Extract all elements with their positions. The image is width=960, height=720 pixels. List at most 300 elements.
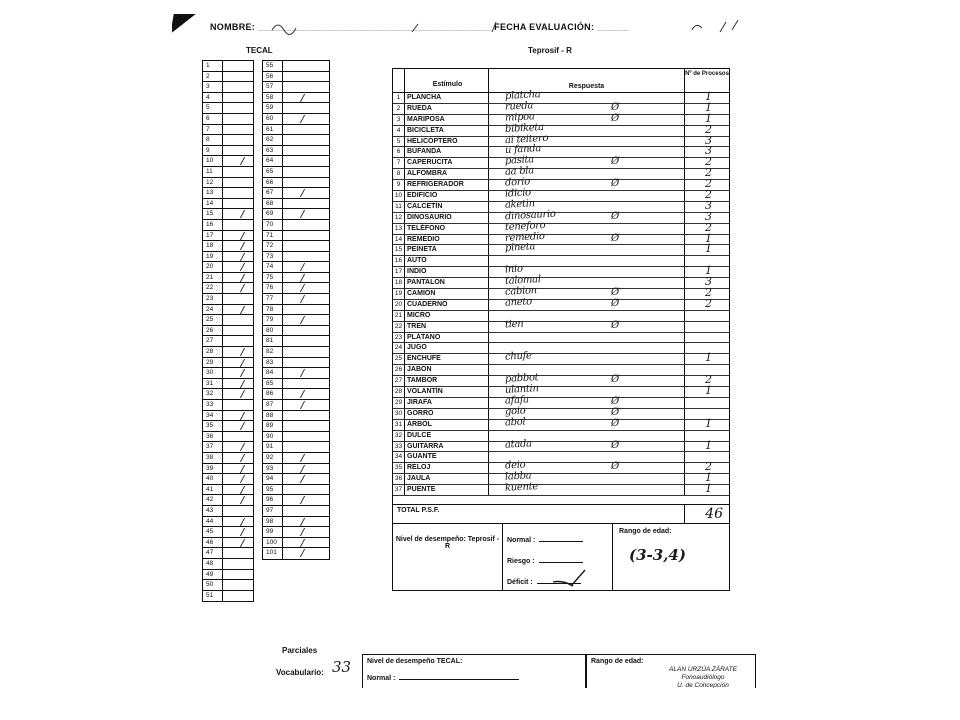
row-stimulus: JAULA [405,474,489,484]
tecal-mark-cell [283,538,329,548]
handwritten-response: ulantin [504,383,539,396]
tecal-item-number: 79 [263,315,283,325]
tecal-row [203,379,253,390]
tecal-item-number: 57 [263,82,283,92]
tecal-mark-cell [283,167,329,177]
teprosif-title: Teprosif - R [528,46,572,55]
tecal-mark-cell [223,464,253,474]
table-row [393,481,729,496]
table-row [393,132,729,148]
tecal-row [203,241,253,252]
row-response [489,350,685,364]
signature-block [648,666,758,688]
teprosif-table [392,68,730,591]
header-line: NOMBRE: ____________________________________________ FECHA EVALUACIÓN: ______ [210,22,629,32]
tecal-row [203,389,253,400]
deficit-check-mark [551,568,591,588]
tecal-item-number: 31 [203,379,223,389]
handwritten-response: aa bla [504,165,535,178]
row-processes [685,333,729,343]
tecal-mark-cell [283,358,329,368]
tecal-row [203,548,253,559]
tecal-item-number: 67 [263,188,283,198]
normal-label: Normal : [507,536,536,544]
tecal-mark-cell [283,156,329,166]
tecal-item-number: 61 [263,125,283,135]
tecal-item-number: 4 [203,93,223,103]
row-number: 15 [393,245,405,255]
table-row [393,241,729,256]
tecal-item-number: 7 [203,125,223,135]
tecal-item-number: 71 [263,231,283,241]
tecal-row [203,209,253,220]
rango-value: (3-3,4) [629,545,686,564]
tecal-row [203,527,253,538]
tecal-row [263,252,329,263]
row-stimulus: BICICLETA [405,126,489,136]
handwritten-process-count: 1 [705,242,712,256]
parciales-label: Parciales [282,646,318,655]
handwritten-process-count: 1 [705,351,712,365]
row-number: 3 [393,115,405,125]
table-row [393,121,729,137]
tecal-item-number: 92 [263,453,283,463]
check-mark-icon [233,443,245,451]
handwritten-process-count: 1 [705,111,712,125]
handwritten-mark: Ø [611,178,620,190]
check-mark-icon [233,496,245,504]
tecal-row [263,326,329,337]
scanned-form [172,0,760,688]
row-number: 21 [393,311,405,321]
tecal-mark-cell [223,315,253,325]
row-stimulus: JUGO [405,343,489,353]
row-number: 4 [393,126,405,136]
handwritten-mark: Ø [611,374,620,386]
tecal-item-number: 34 [203,411,223,421]
signature-title: Fonoaudiólogo [681,674,725,681]
handwritten-process-count: 1 [705,264,712,278]
total-value: 46 [705,505,723,522]
table-row [393,154,729,169]
tecal-mark-cell [223,82,253,92]
table-row [393,383,729,398]
row-number: 25 [393,354,405,364]
tecal-item-number: 46 [203,538,223,548]
row-number: 17 [393,267,405,277]
tecal-row [263,400,329,411]
tecal-mark-cell [283,93,329,103]
check-mark-icon [293,465,305,473]
tecal-item-number: 66 [263,178,283,188]
tecal-mark-cell [283,517,329,527]
tecal-row [263,548,329,559]
tecal-item-number: 62 [263,135,283,145]
row-stimulus: CAMIÓN [405,289,489,299]
check-mark-icon [233,486,245,494]
tecal-row [263,273,329,284]
row-number: 23 [393,333,405,343]
table-row [393,208,729,224]
tecal-row [263,389,329,400]
handwritten-mark: Ø [611,406,620,418]
table-row [393,176,729,191]
handwritten-response: talomal [504,274,542,288]
tecal-row [203,72,253,83]
tecal-row [203,262,253,273]
tecal-row [263,421,329,432]
tecal-mark-cell [283,389,329,399]
tecal-row [263,442,329,453]
check-mark-icon [233,422,245,430]
tecal-item-number: 5 [203,103,223,113]
handwritten-response: pabbot [504,372,539,386]
row-number: 36 [393,474,405,484]
tecal-row [203,400,253,411]
tecal-item-number: 74 [263,262,283,272]
tecal-item-number: 87 [263,400,283,410]
tecal-item-number: 22 [203,283,223,293]
tecal-mark-cell [223,379,253,389]
handwritten-response: remedio [504,230,545,244]
tecal-mark-cell [283,273,329,283]
tecal-item-number: 6 [203,114,223,124]
handwritten-response: atada [504,437,533,451]
handwritten-response: aneto [504,296,533,309]
check-mark-icon [233,465,245,473]
tecal-row [203,188,253,199]
tecal-row [203,411,253,422]
tecal-mark-cell [283,114,329,124]
tecal-item-number: 100 [263,538,283,548]
tecal-row [203,103,253,114]
tecal-item-number: 18 [203,241,223,251]
handwritten-response: teneforo [504,219,546,233]
deficit-label: Déficit : [507,578,533,586]
tecal-row [263,315,329,326]
tecal-item-number: 99 [263,527,283,537]
tecal-mark-cell [223,527,253,537]
tecal-item-number: 36 [203,432,223,442]
tecal-item-number: 88 [263,411,283,421]
tecal-item-number: 98 [263,517,283,527]
handwritten-mark: Ø [611,101,620,113]
tecal-mark-cell [223,252,253,262]
table-row [393,431,729,442]
row-number: 20 [393,300,405,310]
row-stimulus: JIRAFA [405,398,489,408]
tecal-item-number: 16 [203,220,223,230]
tecal-mark-cell [283,199,329,209]
tecal-item-number: 42 [203,495,223,505]
handwritten-mark: Ø [611,461,620,473]
handwritten-response: dorio [504,176,531,189]
tecal-item-number: 80 [263,326,283,336]
row-processes [685,482,729,496]
row-stimulus: HELICÓPTERO [405,137,489,147]
tecal-row [263,527,329,538]
handwritten-process-count: 1 [705,416,712,430]
handwritten-response: aketin [504,198,536,211]
row-number: 26 [393,365,405,375]
row-number: 11 [393,202,405,212]
table-row [393,405,729,420]
tecal-mark-cell [223,358,253,368]
handwritten-response: pineta [504,241,536,255]
tecal-row [203,495,253,506]
tecal-row [263,125,329,136]
tecal-rango-label: Rango de edad: [591,658,644,665]
tecal-mark-cell [283,61,329,71]
row-response [489,333,685,343]
tecal-mark-cell [283,220,329,230]
table-row [393,365,729,376]
handwritten-process-count: 1 [705,482,712,496]
row-stimulus: TELÉFONO [405,224,489,234]
tecal-item-number: 20 [203,262,223,272]
row-number: 14 [393,235,405,245]
handwritten-process-count: 1 [705,471,712,485]
tecal-row [263,464,329,475]
tecal-mark-cell [223,135,253,145]
row-stimulus: ENCHUFE [405,354,489,364]
tecal-item-number: 82 [263,347,283,357]
tecal-item-number: 17 [203,231,223,241]
handwritten-response: bibiketa [504,121,545,135]
tecal-row [203,347,253,358]
handwritten-response: platcha [504,89,541,102]
header-num-cell [393,69,405,92]
row-stimulus: RUEDA [405,104,489,114]
tecal-mark-cell [283,326,329,336]
row-number: 9 [393,180,405,190]
tecal-item-number: 37 [203,442,223,452]
check-mark-icon [233,232,245,240]
handwritten-response: deio [504,459,526,472]
row-stimulus: PANTALÓN [405,278,489,288]
tecal-mark-cell [223,495,253,505]
tecal-item-number: 27 [203,336,223,346]
tecal-row [203,368,253,379]
check-mark-icon [233,380,245,388]
tecal-mark-cell [223,61,253,71]
handwritten-response: ai teitero [504,132,549,146]
row-response [489,318,685,332]
tecal-row [203,358,253,369]
signature-place: U. de Concepción [677,682,729,688]
handwritten-process-count: 2 [705,122,712,136]
tecal-item-number: 10 [203,156,223,166]
handwritten-response: labba [504,470,532,483]
tecal-row [203,485,253,496]
tecal-item-number: 3 [203,82,223,92]
tecal-row [203,315,253,326]
tecal-item-number: 38 [203,453,223,463]
check-mark-icon [293,475,305,483]
check-mark-icon [233,253,245,261]
row-stimulus: GUANTE [405,452,489,462]
tecal-row [263,135,329,146]
check-mark-icon [293,263,305,271]
tecal-row [203,453,253,464]
handwritten-response: tien [504,318,524,331]
tecal-mark-cell [223,442,253,452]
tecal-row [263,347,329,358]
tecal-mark-cell [283,188,329,198]
tecal-mark-cell [283,135,329,145]
handwritten-process-count: 2 [705,166,712,180]
handwritten-process-count: 1 [705,438,712,452]
check-mark-icon [293,295,305,303]
tecal-mark-cell [283,379,329,389]
check-mark-icon [293,369,305,377]
tecal-mark-cell [283,548,329,559]
tecal-row [203,591,253,602]
tecal-mark-cell [283,146,329,156]
tecal-item-number: 33 [203,400,223,410]
row-number: 30 [393,409,405,419]
tecal-row [263,538,329,549]
handwritten-process-count: 1 [705,384,712,398]
row-number: 16 [393,256,405,266]
tecal-row [203,464,253,475]
row-number: 35 [393,463,405,473]
table-row [393,459,729,474]
handwritten-process-count: 2 [705,286,712,300]
row-number: 32 [393,431,405,441]
table-row [393,296,729,311]
check-mark-icon [233,390,245,398]
tecal-item-number: 96 [263,495,283,505]
tecal-item-number: 25 [203,315,223,325]
row-response [489,481,685,495]
table-row [393,198,729,213]
handwritten-mark: Ø [611,287,620,299]
tecal-mark-cell [283,474,329,484]
tecal-row [263,358,329,369]
tecal-item-number: 68 [263,199,283,209]
tecal-item-number: 32 [203,389,223,399]
tecal-mark-cell [223,146,253,156]
header-scribble [262,8,760,38]
tecal-mark-cell [283,209,329,219]
tecal-item-number: 14 [203,199,223,209]
tecal-item-number: 77 [263,294,283,304]
tecal-mark-cell [283,283,329,293]
handwritten-process-count: 3 [705,209,712,223]
row-number: 31 [393,420,405,430]
tecal-row [203,220,253,231]
tecal-mark-cell [223,517,253,527]
check-mark-icon [293,115,305,123]
tecal-row [263,305,329,316]
tecal-row [263,283,329,294]
fecha-label: FECHA EVALUACIÓN: [494,22,595,32]
handwritten-response: cabion [504,285,538,298]
table-row [393,333,729,344]
tecal-mark-cell [223,167,253,177]
tecal-item-number: 47 [203,548,223,558]
teprosif-body [393,89,729,496]
corner-mark [172,14,196,34]
handwritten-mark: Ø [611,439,620,451]
row-stimulus: INDIO [405,267,489,277]
tecal-row [203,580,253,591]
header-processes: Nº de Procesos [685,71,729,77]
handwritten-process-count: 3 [705,133,712,147]
check-mark-icon [233,274,245,282]
check-mark-icon [293,274,305,282]
tecal-mark-cell [223,453,253,463]
tecal-mark-cell [283,506,329,516]
row-stimulus: PUENTE [405,485,489,495]
tecal-mark-cell [223,114,253,124]
tecal-nivel-box [362,654,586,688]
row-stimulus: DINOSAURIO [405,213,489,223]
tecal-row [203,305,253,316]
check-mark-icon [293,518,305,526]
tecal-item-number: 55 [263,61,283,71]
check-mark-icon [233,242,245,250]
row-stimulus: ÁRBOL [405,420,489,430]
tecal-mark-cell [283,305,329,315]
handwritten-process-count: 2 [705,460,712,474]
check-mark-icon [233,539,245,547]
tecal-mark-cell [223,336,253,346]
handwritten-response: inio [504,263,523,276]
tecal-mark-cell [223,220,253,230]
tecal-row [263,517,329,528]
tecal-item-number: 84 [263,368,283,378]
tecal-row [203,559,253,570]
handwritten-response: dinosaurio [504,208,556,223]
check-mark-icon [293,210,305,218]
row-stimulus: TAMBOR [405,376,489,386]
tecal-row [263,453,329,464]
row-stimulus: BUFANDA [405,147,489,157]
tecal-mark-cell [223,93,253,103]
tecal-row [203,421,253,432]
tecal-mark-cell [223,241,253,251]
tecal-row [203,231,253,242]
row-number: 33 [393,442,405,452]
tecal-item-number: 70 [263,220,283,230]
tecal-mark-cell [223,326,253,336]
row-processes [685,322,729,332]
tecal-item-number: 43 [203,506,223,516]
tecal-item-number: 89 [263,421,283,431]
tecal-mark-cell [223,209,253,219]
tecal-mark-cell [223,72,253,82]
check-mark-icon [293,496,305,504]
row-stimulus: VOLANTÍN [405,387,489,397]
tecal-row [263,432,329,443]
table-row [393,372,729,387]
tecal-nivel-label: Nivel de desempeño TECAL: [367,658,463,665]
handwritten-process-count: 3 [705,275,712,289]
check-mark-icon [233,369,245,377]
row-processes [685,438,729,452]
tecal-mark-cell [283,294,329,304]
tecal-item-number: 28 [203,347,223,357]
check-mark-icon [293,454,305,462]
tecal-mark-cell [283,464,329,474]
tecal-item-number: 50 [203,580,223,590]
tecal-mark-cell [223,368,253,378]
handwritten-mark: Ø [611,319,620,331]
tecal-mark-cell [283,442,329,452]
tecal-row [203,135,253,146]
